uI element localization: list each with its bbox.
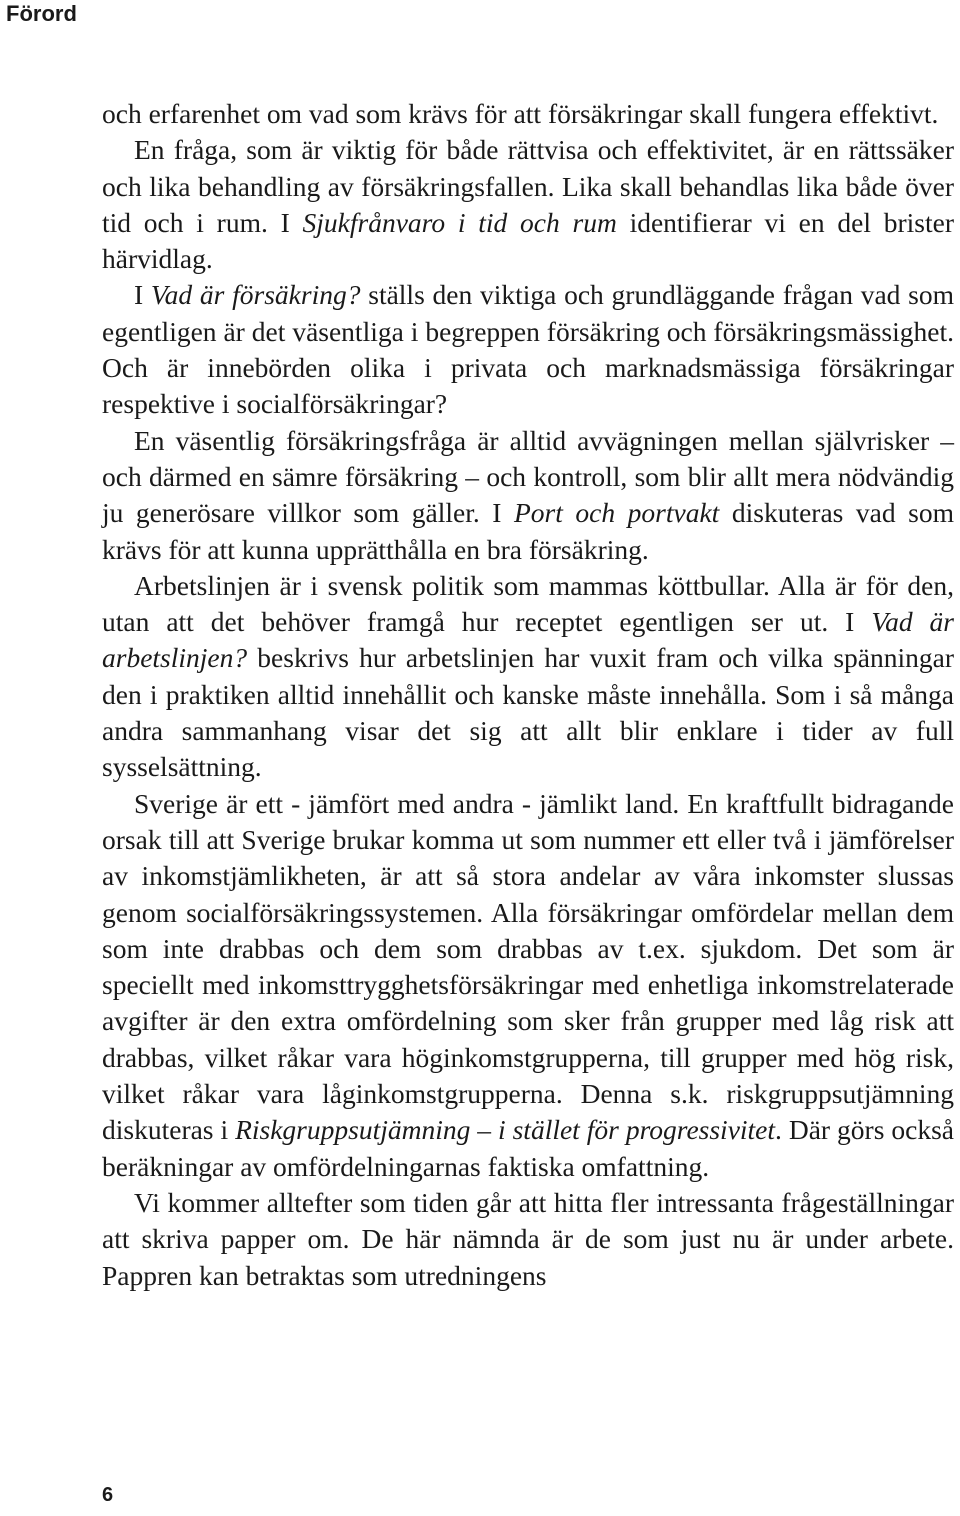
text-segment: Arbetslinjen är i svensk politik som mammas köttbullar. Alla är för den, utan att det behöver framgå hur receptet egentligen ser ut. I [102, 569, 954, 638]
text-segment: En väsentlig försäkringsfråga är alltid avvägningen mellan självrisker – och därmed en sämre försäkring – och kontroll, som blir allt mera nödvändig ju generösare villkor som gäller. I [102, 424, 954, 529]
text-segment: En fråga, som är viktig för både rättvisa och effektivitet, är en rättssäker och lika behandling av försäkringsfallen. Lika skall behandlas lika både över tid och i rum. I [102, 134, 954, 238]
page-number: 6 [102, 1484, 114, 1506]
text-segment: och erfarenhet om vad som krävs för att försäkringar skall fungera effektivt. [102, 98, 939, 129]
paragraph [102, 786, 954, 1185]
text-segment: I [134, 279, 151, 311]
text-segment: Vi kommer alltefter som tiden går att hitta fler intressanta frågeställningar att skriva papper om. De här nämnda är de som just nu är under arbete. Pappren kan betraktas som utredningens [102, 1186, 954, 1291]
text-segment: ställs den viktiga och grundläggande frågan vad som egentligen är det väsentliga i begreppen försäkring och försäkringsmässighet. Och är innebörden olika i privata och marknadsmässiga försäkringar respektive i socialförsäkringar? [102, 279, 955, 420]
italic-title: Sjukfrånvaro i tid och rum [302, 206, 617, 238]
italic-title: Port och portvakt [514, 497, 720, 529]
paragraph [102, 132, 954, 277]
text-segment: . Där görs också beräkningar av omfördelningarnas faktiska omfattning. [102, 1114, 954, 1182]
paragraph [102, 568, 954, 786]
italic-title: Riskgruppsutjämning – i stället för progressivitet [235, 1114, 776, 1146]
text-segment: diskuteras vad som krävs för att kunna upprätthålla en bra försäkring. [102, 497, 954, 565]
text-segment: Sverige är ett - jämfört med andra - jämlikt land. En kraftfullt bidragande orsak till att Sverige brukar komma ut som nummer ett eller två i jämförelser av inkomstjämlikheten, är att så stora andelar av våra inkomster slussas genom socialförsäkringssystemen. Alla försäkringar omfördelar mellan dem som inte drabbas och dem som drabbas av t.ex. sjukdom. Det som är speciellt med inkomsttrygghetsförsäkringar med enhetliga inkomstrelaterade avgifter är den extra omfördelning som sker från grupper med låg risk att drabbas, vilket råkar vara höginkomstgrupperna, till grupper med hög risk, vilket råkar vara låginkomstgrupperna. Denna s.k. riskgruppsutjämning diskuteras i [102, 787, 954, 1146]
running-head: Förord [6, 1, 77, 26]
paragraph [102, 277, 954, 422]
text-segment: beskrivs hur arbetslinjen har vuxit fram och vilka spänningar den i praktiken alltid innehållit och kanske måste innehålla. Som i så många andra sammanhang visar det sig att allt blir enklare i tider av full sysselsättning. [102, 642, 954, 783]
italic-title: Vad är arbetslinjen? [102, 606, 955, 674]
text-segment: identifierar vi en del brister härvidlag. [102, 206, 954, 275]
italic-title: Vad är försäkring? [150, 279, 361, 311]
paragraph [102, 423, 954, 568]
paragraph [102, 96, 954, 132]
page-body [102, 96, 954, 1294]
paragraph [102, 1185, 954, 1294]
